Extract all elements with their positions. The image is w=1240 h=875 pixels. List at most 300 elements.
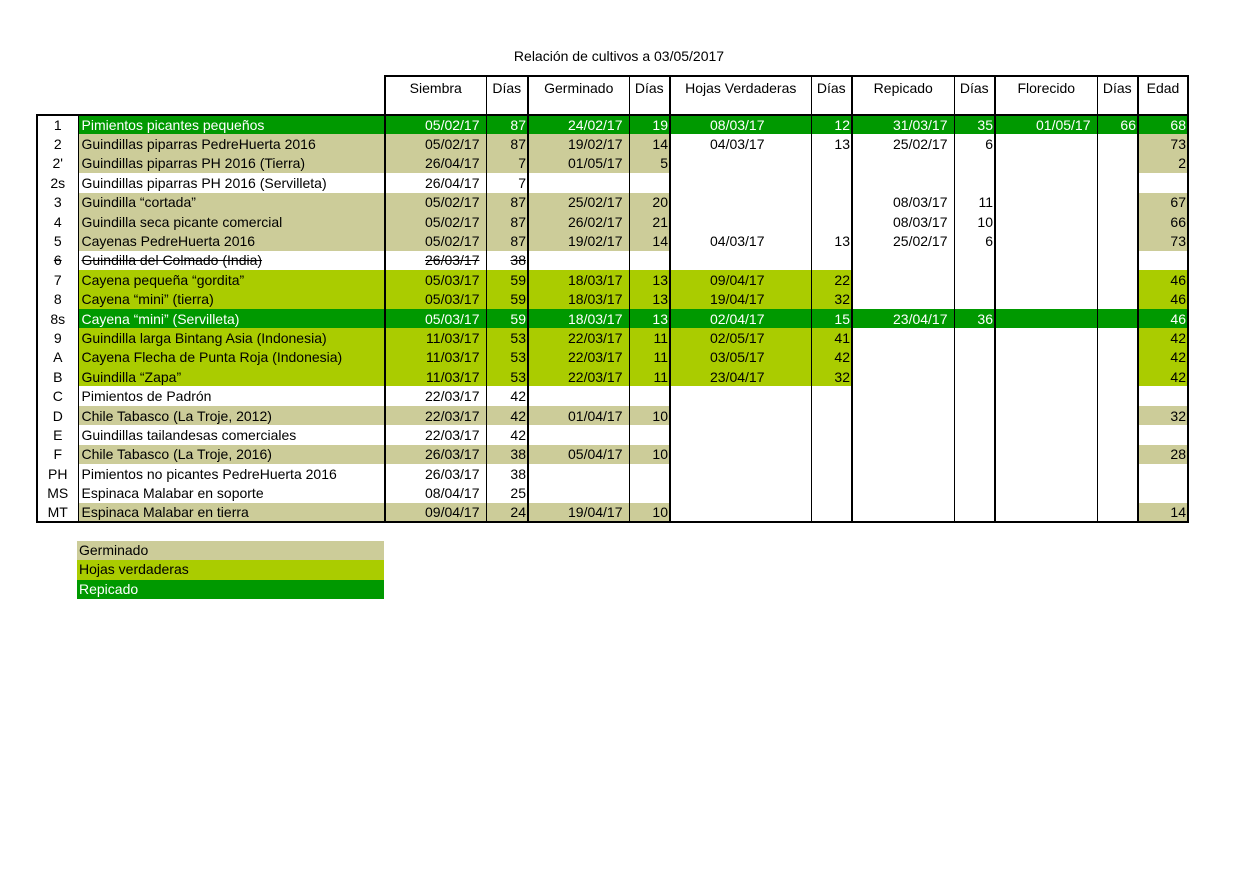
repicado-date: 25/02/17 — [852, 134, 954, 153]
repicado-date — [852, 173, 954, 192]
florecido-date — [995, 231, 1097, 250]
header-dias: Días — [954, 76, 995, 115]
florecido-date — [995, 290, 1097, 309]
crop-name: Cayena Flecha de Punta Roja (Indonesia) — [78, 348, 385, 367]
siembra-days: 38 — [486, 251, 528, 270]
table-row — [37, 193, 1188, 212]
header-dias: Días — [486, 76, 528, 115]
crop-name: Cayena “mini” (tierra) — [78, 290, 385, 309]
florecido-days — [1097, 464, 1138, 483]
siembra-date: 26/04/17 — [385, 173, 486, 192]
row-id: 9 — [37, 328, 78, 347]
germinado-date: 19/02/17 — [528, 231, 629, 250]
florecido-days — [1097, 348, 1138, 367]
florecido-date — [995, 367, 1097, 386]
hojas-date — [670, 386, 811, 405]
crop-name: Guindilla “cortada” — [78, 193, 385, 212]
table-row — [37, 231, 1188, 250]
florecido-date — [995, 483, 1097, 502]
edad-value: 66 — [1138, 212, 1188, 231]
table-row — [37, 212, 1188, 231]
table-row — [37, 425, 1188, 444]
hojas-days: 32 — [811, 367, 852, 386]
crop-name: Pimientos de Padrón — [78, 386, 385, 405]
hojas-days: 22 — [811, 270, 852, 289]
row-id: 1 — [37, 115, 78, 134]
repicado-days: 35 — [954, 115, 995, 134]
repicado-date — [852, 367, 954, 386]
hojas-date — [670, 193, 811, 212]
row-id: 2s — [37, 173, 78, 192]
legend-item: Germinado — [77, 541, 384, 560]
germinado-days: 11 — [629, 348, 670, 367]
table-row — [37, 115, 1188, 134]
repicado-date — [852, 386, 954, 405]
siembra-days: 59 — [486, 309, 528, 328]
repicado-date — [852, 464, 954, 483]
crop-name: Guindillas piparras PH 2016 (Tierra) — [78, 154, 385, 173]
header-repicado: Repicado — [852, 76, 954, 115]
repicado-date — [852, 445, 954, 464]
florecido-days — [1097, 134, 1138, 153]
hojas-days: 13 — [811, 134, 852, 153]
legend — [77, 541, 384, 599]
germinado-date: 25/02/17 — [528, 193, 629, 212]
row-id: C — [37, 386, 78, 405]
edad-value: 73 — [1138, 134, 1188, 153]
crop-name: Espinaca Malabar en soporte — [78, 483, 385, 502]
siembra-date: 22/03/17 — [385, 425, 486, 444]
germinado-date: 22/03/17 — [528, 348, 629, 367]
siembra-date: 08/04/17 — [385, 483, 486, 502]
siembra-days: 7 — [486, 154, 528, 173]
florecido-days — [1097, 406, 1138, 425]
repicado-days — [954, 251, 995, 270]
germinado-date: 01/04/17 — [528, 406, 629, 425]
repicado-date — [852, 328, 954, 347]
siembra-days: 53 — [486, 367, 528, 386]
hojas-date: 02/05/17 — [670, 328, 811, 347]
germinado-days: 10 — [629, 445, 670, 464]
germinado-days: 11 — [629, 367, 670, 386]
germinado-date: 22/03/17 — [528, 328, 629, 347]
siembra-date: 26/03/17 — [385, 464, 486, 483]
germinado-date — [528, 483, 629, 502]
siembra-date: 09/04/17 — [385, 503, 486, 522]
repicado-date — [852, 290, 954, 309]
hojas-date: 04/03/17 — [670, 231, 811, 250]
florecido-date — [995, 386, 1097, 405]
row-id: B — [37, 367, 78, 386]
hojas-days — [811, 483, 852, 502]
florecido-date — [995, 251, 1097, 270]
florecido-date — [995, 270, 1097, 289]
table-row — [37, 386, 1188, 405]
header-dias: Días — [1097, 76, 1138, 115]
germinado-days: 5 — [629, 154, 670, 173]
header-edad: Edad — [1138, 76, 1188, 115]
edad-value — [1138, 483, 1188, 502]
florecido-days — [1097, 309, 1138, 328]
germinado-date — [528, 425, 629, 444]
edad-value: 14 — [1138, 503, 1188, 522]
table-row — [37, 154, 1188, 173]
repicado-date: 23/04/17 — [852, 309, 954, 328]
row-id: 2' — [37, 154, 78, 173]
hojas-date: 08/03/17 — [670, 115, 811, 134]
hojas-days — [811, 212, 852, 231]
germinado-days: 10 — [629, 406, 670, 425]
edad-value: 42 — [1138, 367, 1188, 386]
germinado-days: 20 — [629, 193, 670, 212]
table-row — [37, 483, 1188, 502]
crop-name: Cayena pequeña “gordita” — [78, 270, 385, 289]
repicado-days: 6 — [954, 231, 995, 250]
table-row — [37, 367, 1188, 386]
germinado-days: 13 — [629, 290, 670, 309]
florecido-date — [995, 503, 1097, 522]
germinado-days: 10 — [629, 503, 670, 522]
siembra-days: 53 — [486, 328, 528, 347]
hojas-date — [670, 503, 811, 522]
repicado-days — [954, 445, 995, 464]
repicado-days — [954, 173, 995, 192]
header-hojas-verdaderas: Hojas Verdaderas — [670, 76, 811, 115]
florecido-date — [995, 348, 1097, 367]
repicado-date — [852, 154, 954, 173]
repicado-date — [852, 348, 954, 367]
hojas-days — [811, 154, 852, 173]
hojas-date: 03/05/17 — [670, 348, 811, 367]
repicado-date — [852, 406, 954, 425]
germinado-days — [629, 251, 670, 270]
repicado-date — [852, 503, 954, 522]
germinado-date: 18/03/17 — [528, 270, 629, 289]
florecido-days — [1097, 193, 1138, 212]
edad-value — [1138, 386, 1188, 405]
crop-name: Espinaca Malabar en tierra — [78, 503, 385, 522]
edad-value: 73 — [1138, 231, 1188, 250]
repicado-days — [954, 348, 995, 367]
florecido-days — [1097, 251, 1138, 270]
siembra-days: 24 — [486, 503, 528, 522]
edad-value: 2 — [1138, 154, 1188, 173]
edad-value — [1138, 464, 1188, 483]
edad-value: 68 — [1138, 115, 1188, 134]
table-row — [37, 251, 1188, 270]
table-row — [37, 445, 1188, 464]
table-row — [37, 173, 1188, 192]
siembra-days: 42 — [486, 406, 528, 425]
siembra-date: 22/03/17 — [385, 406, 486, 425]
florecido-days: 66 — [1097, 115, 1138, 134]
hojas-days — [811, 425, 852, 444]
siembra-date: 11/03/17 — [385, 348, 486, 367]
crop-name: Guindilla del Colmado (India) — [78, 251, 385, 270]
crop-name: Pimientos no picantes PedreHuerta 2016 — [78, 464, 385, 483]
row-id: 3 — [37, 193, 78, 212]
siembra-date: 05/02/17 — [385, 212, 486, 231]
florecido-date — [995, 309, 1097, 328]
siembra-days: 42 — [486, 425, 528, 444]
row-id: D — [37, 406, 78, 425]
germinado-date: 24/02/17 — [528, 115, 629, 134]
siembra-date: 05/03/17 — [385, 290, 486, 309]
header-florecido: Florecido — [995, 76, 1097, 115]
florecido-days — [1097, 270, 1138, 289]
siembra-date: 11/03/17 — [385, 367, 486, 386]
germinado-date: 19/04/17 — [528, 503, 629, 522]
crop-name: Chile Tabasco (La Troje, 2012) — [78, 406, 385, 425]
crop-name: Guindillas piparras PedreHuerta 2016 — [78, 134, 385, 153]
repicado-days — [954, 406, 995, 425]
germinado-days: 13 — [629, 309, 670, 328]
crop-name: Guindillas piparras PH 2016 (Servilleta) — [78, 173, 385, 192]
florecido-date — [995, 212, 1097, 231]
siembra-days: 59 — [486, 290, 528, 309]
germinado-date — [528, 173, 629, 192]
repicado-days — [954, 328, 995, 347]
repicado-days: 36 — [954, 309, 995, 328]
florecido-days — [1097, 445, 1138, 464]
florecido-date — [995, 328, 1097, 347]
siembra-date: 26/04/17 — [385, 154, 486, 173]
hojas-days — [811, 445, 852, 464]
table-row — [37, 464, 1188, 483]
edad-value — [1138, 425, 1188, 444]
hojas-days — [811, 251, 852, 270]
hojas-date — [670, 464, 811, 483]
siembra-days: 87 — [486, 134, 528, 153]
florecido-days — [1097, 173, 1138, 192]
hojas-date: 09/04/17 — [670, 270, 811, 289]
germinado-days — [629, 464, 670, 483]
row-id: E — [37, 425, 78, 444]
florecido-date — [995, 464, 1097, 483]
florecido-days — [1097, 231, 1138, 250]
siembra-days: 87 — [486, 231, 528, 250]
hojas-date: 02/04/17 — [670, 309, 811, 328]
florecido-days — [1097, 425, 1138, 444]
hojas-date: 23/04/17 — [670, 367, 811, 386]
table-row — [37, 134, 1188, 153]
edad-value: 42 — [1138, 348, 1188, 367]
siembra-date: 05/03/17 — [385, 309, 486, 328]
crop-name: Guindilla larga Bintang Asia (Indonesia) — [78, 328, 385, 347]
edad-value: 46 — [1138, 309, 1188, 328]
germinado-days: 19 — [629, 115, 670, 134]
florecido-days — [1097, 503, 1138, 522]
germinado-days: 13 — [629, 270, 670, 289]
edad-value: 32 — [1138, 406, 1188, 425]
florecido-date — [995, 173, 1097, 192]
florecido-days — [1097, 483, 1138, 502]
hojas-date — [670, 154, 811, 173]
siembra-date: 11/03/17 — [385, 328, 486, 347]
row-id: 8s — [37, 309, 78, 328]
repicado-date: 25/02/17 — [852, 231, 954, 250]
hojas-days: 42 — [811, 348, 852, 367]
hojas-date: 04/03/17 — [670, 134, 811, 153]
edad-value: 28 — [1138, 445, 1188, 464]
siembra-days: 53 — [486, 348, 528, 367]
repicado-days — [954, 464, 995, 483]
repicado-date: 31/03/17 — [852, 115, 954, 134]
hojas-days — [811, 386, 852, 405]
florecido-date — [995, 154, 1097, 173]
header-dias: Días — [811, 76, 852, 115]
florecido-days — [1097, 367, 1138, 386]
table-row — [37, 270, 1188, 289]
germinado-date: 01/05/17 — [528, 154, 629, 173]
page-title: Relación de cultivos a 03/05/2017 — [513, 48, 725, 64]
edad-value: 42 — [1138, 328, 1188, 347]
row-id: PH — [37, 464, 78, 483]
header-blank-name — [78, 76, 385, 115]
repicado-days — [954, 367, 995, 386]
siembra-days: 7 — [486, 173, 528, 192]
row-id: 4 — [37, 212, 78, 231]
repicado-date — [852, 483, 954, 502]
crop-table — [36, 75, 1189, 523]
crop-name: Guindilla seca picante comercial — [78, 212, 385, 231]
header-germinado: Germinado — [528, 76, 629, 115]
row-id: MS — [37, 483, 78, 502]
florecido-days — [1097, 328, 1138, 347]
hojas-days: 41 — [811, 328, 852, 347]
germinado-date: 26/02/17 — [528, 212, 629, 231]
hojas-date — [670, 445, 811, 464]
row-id: 8 — [37, 290, 78, 309]
table-row — [37, 290, 1188, 309]
germinado-date — [528, 251, 629, 270]
hojas-days — [811, 406, 852, 425]
germinado-days: 14 — [629, 231, 670, 250]
repicado-days — [954, 503, 995, 522]
edad-value — [1138, 251, 1188, 270]
siembra-date: 22/03/17 — [385, 386, 486, 405]
hojas-date: 19/04/17 — [670, 290, 811, 309]
siembra-date: 05/03/17 — [385, 270, 486, 289]
germinado-date — [528, 386, 629, 405]
row-id: 7 — [37, 270, 78, 289]
germinado-date: 18/03/17 — [528, 309, 629, 328]
germinado-date — [528, 464, 629, 483]
florecido-date — [995, 425, 1097, 444]
siembra-date: 05/02/17 — [385, 115, 486, 134]
hojas-days — [811, 173, 852, 192]
crop-name: Guindillas tailandesas comerciales — [78, 425, 385, 444]
hojas-date — [670, 425, 811, 444]
siembra-date: 05/02/17 — [385, 134, 486, 153]
germinado-days — [629, 425, 670, 444]
hojas-date — [670, 251, 811, 270]
hojas-days — [811, 193, 852, 212]
florecido-days — [1097, 290, 1138, 309]
table-row — [37, 309, 1188, 328]
siembra-days: 87 — [486, 115, 528, 134]
siembra-days: 59 — [486, 270, 528, 289]
repicado-days: 6 — [954, 134, 995, 153]
hojas-date — [670, 406, 811, 425]
siembra-days: 87 — [486, 212, 528, 231]
hojas-date — [670, 173, 811, 192]
repicado-days — [954, 483, 995, 502]
florecido-date — [995, 193, 1097, 212]
germinado-days — [629, 483, 670, 502]
crop-name: Guindilla “Zapa” — [78, 367, 385, 386]
siembra-date: 05/02/17 — [385, 231, 486, 250]
siembra-date: 26/03/17 — [385, 445, 486, 464]
siembra-date: 26/03/17 — [385, 251, 486, 270]
repicado-days — [954, 290, 995, 309]
row-id: F — [37, 445, 78, 464]
repicado-days: 10 — [954, 212, 995, 231]
hojas-days — [811, 503, 852, 522]
repicado-days — [954, 154, 995, 173]
repicado-date: 08/03/17 — [852, 193, 954, 212]
crop-name: Cayenas PedreHuerta 2016 — [78, 231, 385, 250]
repicado-date: 08/03/17 — [852, 212, 954, 231]
repicado-days — [954, 270, 995, 289]
florecido-days — [1097, 212, 1138, 231]
row-id: MT — [37, 503, 78, 522]
repicado-date — [852, 270, 954, 289]
hojas-days: 13 — [811, 231, 852, 250]
legend-item: Repicado — [77, 580, 384, 599]
table-row — [37, 348, 1188, 367]
table-row — [37, 328, 1188, 347]
table-row — [37, 406, 1188, 425]
germinado-days — [629, 173, 670, 192]
repicado-date — [852, 425, 954, 444]
florecido-days — [1097, 154, 1138, 173]
crop-name: Cayena “mini” (Servilleta) — [78, 309, 385, 328]
repicado-days — [954, 425, 995, 444]
hojas-days: 12 — [811, 115, 852, 134]
table-row — [37, 503, 1188, 522]
row-id: 6 — [37, 251, 78, 270]
hojas-date — [670, 483, 811, 502]
repicado-days: 11 — [954, 193, 995, 212]
siembra-days: 25 — [486, 483, 528, 502]
florecido-date — [995, 406, 1097, 425]
germinado-date: 18/03/17 — [528, 290, 629, 309]
header-siembra: Siembra — [385, 76, 486, 115]
edad-value: 67 — [1138, 193, 1188, 212]
crop-name: Pimientos picantes pequeños — [78, 115, 385, 134]
germinado-date: 22/03/17 — [528, 367, 629, 386]
legend-item: Hojas verdaderas — [77, 560, 384, 579]
siembra-days: 42 — [486, 386, 528, 405]
florecido-date: 01/05/17 — [995, 115, 1097, 134]
florecido-date — [995, 134, 1097, 153]
siembra-date: 05/02/17 — [385, 193, 486, 212]
hojas-date — [670, 212, 811, 231]
florecido-date — [995, 445, 1097, 464]
hojas-days — [811, 464, 852, 483]
header-dias: Días — [629, 76, 670, 115]
hojas-days: 15 — [811, 309, 852, 328]
edad-value: 46 — [1138, 270, 1188, 289]
siembra-days: 87 — [486, 193, 528, 212]
germinado-date: 19/02/17 — [528, 134, 629, 153]
header-row — [37, 76, 1188, 115]
row-id: 5 — [37, 231, 78, 250]
crop-name: Chile Tabasco (La Troje, 2016) — [78, 445, 385, 464]
edad-value — [1138, 173, 1188, 192]
germinado-days: 14 — [629, 134, 670, 153]
